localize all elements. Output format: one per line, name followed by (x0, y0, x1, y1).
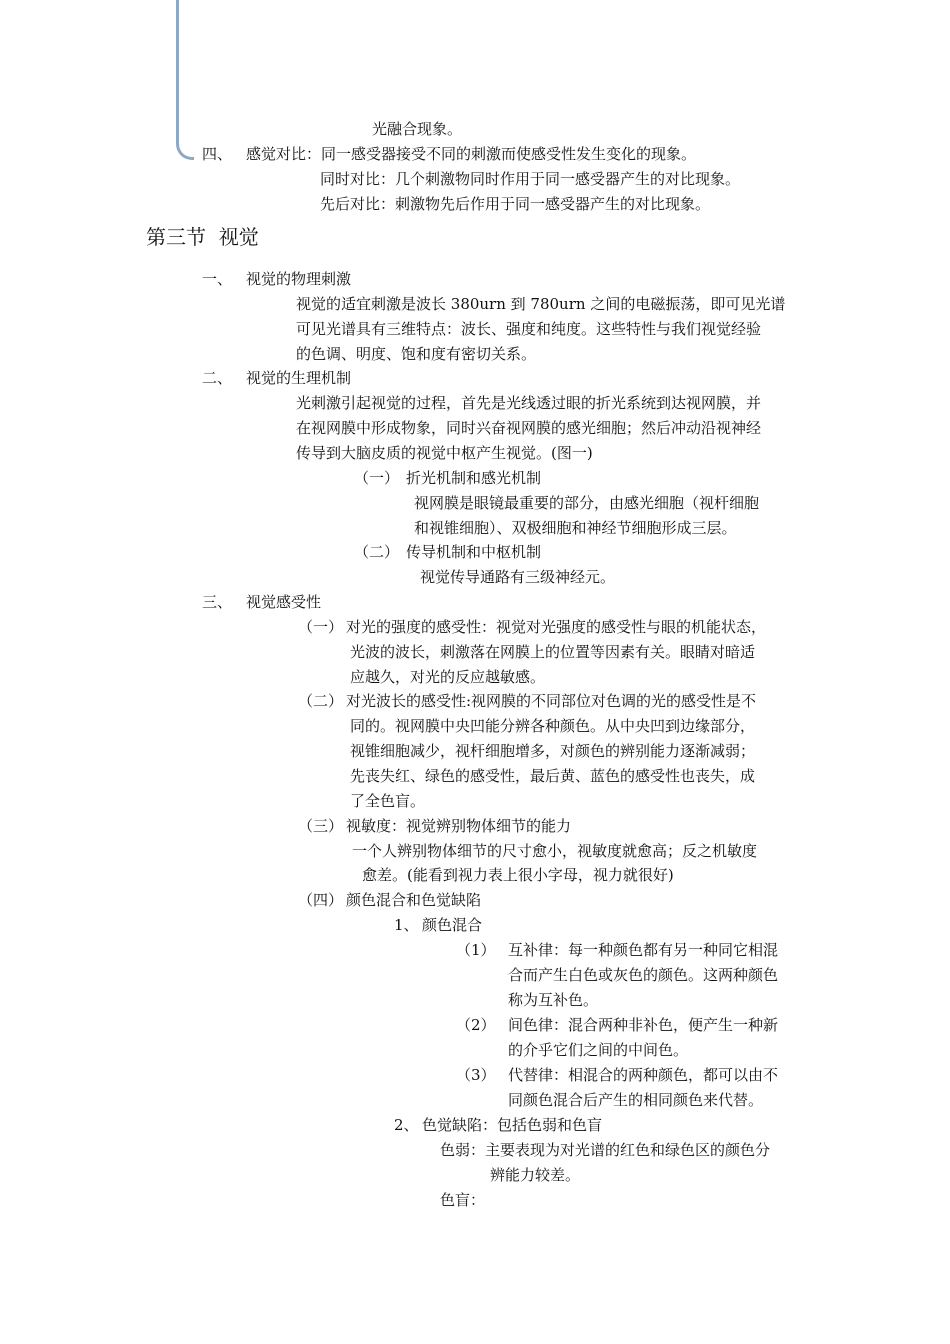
paragraph-line: 视觉传导通路有三级神经元。 (420, 568, 616, 586)
list-title: 色觉缺陷：包括色弱和色盲 (422, 1116, 603, 1134)
paragraph-line: 愈差。(能看到视力表上很小字母，视力就很好) (362, 866, 674, 884)
paragraph-line: 先丧失红、绿色的感受性，最后黄、蓝色的感受性也丧失，成 (350, 767, 756, 785)
paragraph-line: 视锥细胞减少，视杆细胞增多，对颜色的辨别能力逐渐减弱； (350, 742, 756, 760)
paragraph-line: 了全色盲。 (350, 792, 426, 810)
list-number: 2、 (394, 1116, 419, 1134)
item-title: 视觉的生理机制 (246, 369, 352, 387)
item-title: 视觉的物理刺激 (246, 270, 352, 288)
paragraph-line: 应越久，对光的反应越敏感。 (350, 668, 546, 686)
margin-bracket (176, 0, 194, 160)
paragraph-line: 和视锥细胞）、双极细胞和神经节细胞形成三层。 (414, 519, 737, 537)
law-number: （3） (456, 1066, 496, 1084)
paragraph-line: 合而产生白色或灰色的颜色。这两种颜色 (508, 966, 779, 984)
list-title: 颜色混合 (422, 916, 483, 934)
paragraph-line: 代替律：相混合的两种颜色，都可以由不 (508, 1066, 779, 1084)
text-line: 先后对比：刺激物先后作用于同一感受器产生的对比现象。 (320, 195, 711, 213)
sub-number: （二） (298, 692, 344, 710)
sub-number: （二） (354, 543, 400, 561)
paragraph-line: 的色调、明度、饱和度有密切关系。 (296, 345, 537, 363)
paragraph-line: 间色律：混合两种非补色，便产生一种新 (508, 1016, 779, 1034)
paragraph-line: 同颜色混合后产生的相同颜色来代替。 (508, 1091, 764, 1109)
paragraph-line: 对光的强度的感受性：视觉对光强度的感受性与眼的机能状态， (346, 618, 767, 636)
paragraph-line: 的介乎它们之间的中间色。 (508, 1041, 689, 1059)
sub-number: （一） (354, 469, 400, 487)
law-number: （2） (456, 1016, 496, 1034)
law-number: （1） (456, 941, 496, 959)
paragraph-line: 对光波长的感受性:视网膜的不同部位对色调的光的感受性是不 (346, 692, 757, 710)
text-line: 光融合现象。 (372, 120, 463, 138)
sub-number: （一） (298, 618, 344, 636)
item-number: 一、 (202, 270, 233, 288)
sub-number: （四） (298, 891, 344, 909)
paragraph-line: 称为互补色。 (508, 991, 599, 1009)
paragraph-line: 视觉的适宜刺激是波长 380urn 到 780urn 之间的电磁振荡，即可见光谱 (296, 295, 786, 313)
paragraph-line: 同的。视网膜中央凹能分辨各种颜色。从中央凹到边缘部分， (350, 717, 756, 735)
item-number: 三、 (202, 593, 233, 611)
paragraph-line: 互补律：每一种颜色都有另一种同它相混 (508, 941, 779, 959)
paragraph-line: 色盲： (440, 1191, 486, 1209)
sub-number: （三） (298, 817, 344, 835)
item-title: 视觉感受性 (246, 593, 322, 611)
paragraph-line: 辨能力较差。 (490, 1166, 581, 1184)
sub-title: 传导机制和中枢机制 (406, 543, 542, 561)
paragraph-line: 色弱：主要表现为对光谱的红色和绿色区的颜色分 (440, 1141, 771, 1159)
paragraph-line: 光刺激引起视觉的过程，首先是光线透过眼的折光系统到达视网膜，并 (296, 394, 762, 412)
item-number: 二、 (202, 369, 233, 387)
sub-title: 折光机制和感光机制 (406, 469, 542, 487)
text-line: 同时对比：几个刺激物同时作用于同一感受器产生的对比现象。 (320, 170, 741, 188)
paragraph-line: 可见光谱具有三维特点：波长、强度和纯度。这些特性与我们视觉经验 (296, 320, 762, 338)
paragraph-line: 光波的波长，刺激落在网膜上的位置等因素有关。眼睛对暗适 (350, 643, 756, 661)
list-number: 1、 (394, 916, 419, 934)
item-text: 感觉对比：同一感受器接受不同的刺激而使感受性发生变化的现象。 (246, 145, 697, 163)
paragraph-line: 视网膜是眼镜最重要的部分，由感光细胞（视杆细胞 (414, 494, 760, 512)
section-title: 第三节 视觉 (146, 225, 259, 249)
paragraph-line: 一个人辨别物体细节的尺寸愈小，视敏度就愈高；反之机敏度 (352, 842, 758, 860)
item-number: 四、 (202, 145, 233, 163)
sub-title: 颜色混合和色觉缺陷 (346, 891, 482, 909)
sub-title: 视敏度：视觉辨别物体细节的能力 (346, 817, 572, 835)
paragraph-line: 传导到大脑皮质的视觉中枢产生视觉。(图一) (296, 444, 593, 462)
paragraph-line: 在视网膜中形成物象，同时兴奋视网膜的感光细胞；然后冲动沿视神经 (296, 419, 762, 437)
